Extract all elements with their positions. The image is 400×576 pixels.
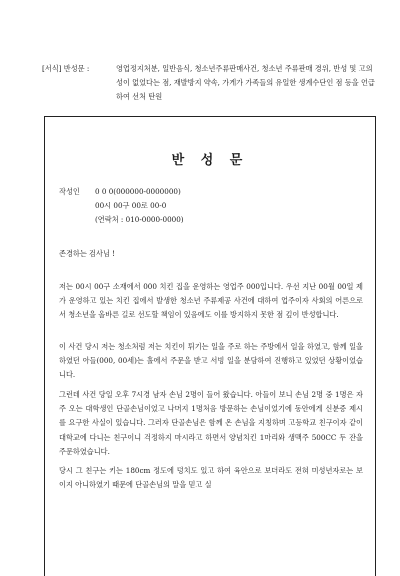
paragraph: 저는 00시 00구 소재에서 000 치킨 집을 운영하는 영업주 000입니다. 우선 지난 00월 00일 제가 운영하고 있는 치킨 집에서 발생한 청소년 주류제공 사건에 대하여 업주이자 사회의 어른으로서 청소년을 올바른 길로 선도할 책임이 있음에도 이를 방지하지 못한 점 깊이 반성합니다.	[59, 282, 363, 320]
author-name: 0 0 0(000000-0000000)	[95, 187, 181, 196]
document-frame	[44, 116, 376, 576]
caption-tag: [서식] 반성문 :	[42, 64, 90, 73]
author-address: 00시 00구 00로 00-0	[95, 201, 167, 210]
author-contact: (연락처 : 010-0000-0000)	[95, 215, 184, 224]
paragraph: 당시 그 친구는 키는 180cm 정도에 덩치도 있고 하여 육안으로 보더라도 전혀 미성년자로는 보이지 아니하였기 때문에 단골손님의 말을 믿고 실	[59, 466, 363, 490]
author-block	[59, 185, 184, 227]
document-caption	[42, 62, 376, 104]
paragraph: 이 사건 당시 저는 청소처럼 저는 치킨이 튀기는 일을 주로 하는 주방에서 일을 하였고, 함께 일을 하였던 아들(000, 00세)는 홀에서 주문을 받고 서빙 일을 분담하여 진행하고 있었던 상황이었습니다.	[59, 342, 363, 380]
author-label: 작성인	[59, 187, 80, 196]
paragraph: 그런데 사건 당일 오후 7시경 남자 손님 2명이 들어 왔습니다. 아들이 보니 손님 2명 중 1명은 자주 오는 대학생인 단골손님이었고 나머지 1명처음 방문하는 손님이었기에 동안에게 신분증 제시를 요구한 사실이 있습니다. 그러자 단골손님은 함께 온 손님을 지칭하며 고등학교 친구이자 같이 대학교에 다니는 친구이니 걱정하지 마시라고 하면서 양념치킨 1마리와 생맥주 500CC 두 잔을 주문하였습니다.	[59, 390, 363, 456]
salutation: 존경하는 검사님 !	[59, 249, 116, 258]
caption-text: 영업정지처분, 일반음식, 청소년주류판매사건, 청소년 주류판매 경위, 반성 및 고의성이 없었다는 점, 재발방지 약속, 가게가 가족들의 유일한 생계수단인 점 등을 언급하여 선처 탄원	[116, 64, 375, 101]
document-title: 반 성 문	[171, 153, 249, 168]
